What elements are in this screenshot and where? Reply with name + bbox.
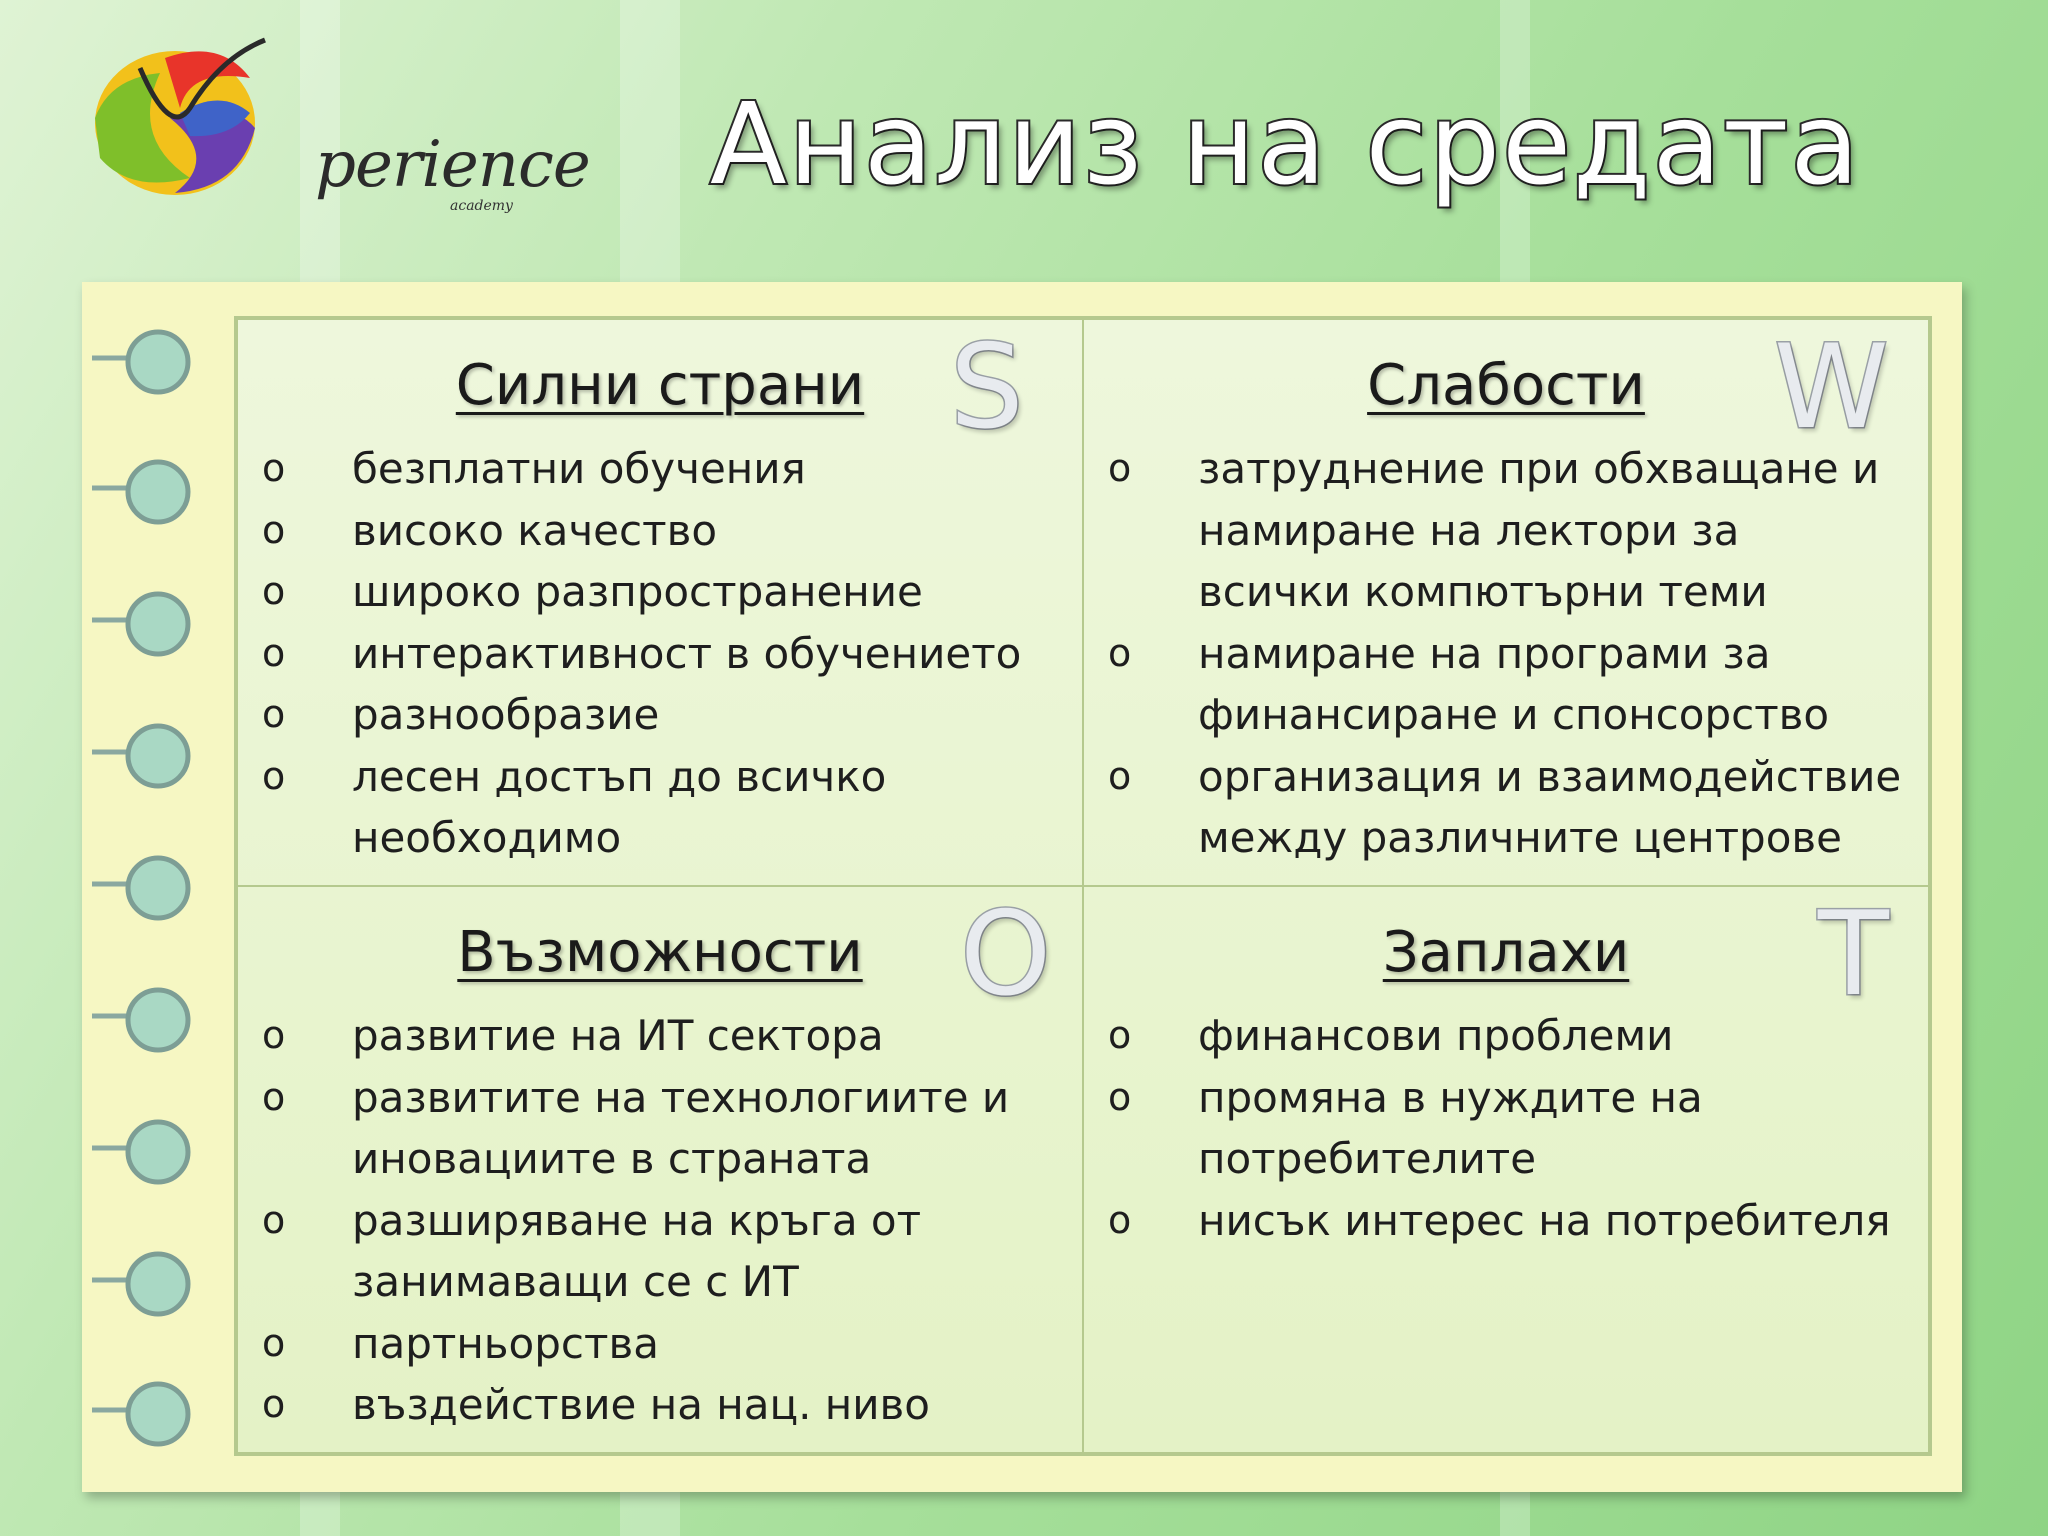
- swot-strengths: [237, 319, 1083, 886]
- swot-heading: Силни страни: [455, 353, 865, 418]
- list-item: o широко разпространение: [262, 561, 1058, 623]
- list-item: o организация и взаимодействие между различните центрове: [1108, 746, 1904, 869]
- list-item: o разнообразие: [262, 684, 1058, 746]
- swot-heading: Заплахи: [1382, 920, 1630, 985]
- swot-letter: O: [960, 887, 1052, 1022]
- list-item: o промяна в нуждите на потребителите: [1108, 1067, 1904, 1190]
- list-item: o финансови проблеми: [1108, 1005, 1904, 1067]
- list-item: o затруднение при обхващане и намиране на лектори за всички компютърни теми: [1108, 438, 1904, 623]
- list-item: o партньорства: [262, 1313, 1058, 1375]
- ring-icon: [88, 1370, 196, 1458]
- ring-icon: [88, 580, 196, 668]
- swot-letter: S: [950, 320, 1024, 455]
- swot-list: [262, 438, 1058, 869]
- ring-icon: [88, 1240, 196, 1328]
- swot-heading: Възможности: [457, 920, 863, 985]
- list-item: o намиране на програми за финансиране и спонсорство: [1108, 623, 1904, 746]
- page-title: Анализ на средата: [710, 80, 1861, 210]
- list-item: o развитите на технологиите и иновациите в страната: [262, 1067, 1058, 1190]
- logo-wordmark: perience: [315, 128, 590, 202]
- list-item: o нисък интерес на потребителя: [1108, 1190, 1904, 1252]
- ring-icon: [88, 318, 196, 406]
- ring-icon: [88, 844, 196, 932]
- logo-subtitle: academy: [450, 198, 513, 214]
- swot-letter: W: [1774, 320, 1889, 455]
- swot-list: [1108, 1005, 1904, 1251]
- ring-icon: [88, 448, 196, 536]
- ring-icon: [88, 712, 196, 800]
- list-item: o интерактивност в обучението: [262, 623, 1058, 685]
- swot-opportunities: [237, 886, 1083, 1453]
- list-item: o въздействие на нац. ниво: [262, 1374, 1058, 1436]
- list-item: o високо качество: [262, 500, 1058, 562]
- swot-weaknesses: [1083, 319, 1929, 886]
- swot-letter: T: [1818, 887, 1889, 1022]
- academy-logo: [70, 18, 590, 218]
- swot-threats: [1083, 886, 1929, 1453]
- swot-list: [1108, 438, 1904, 869]
- swot-table: [234, 316, 1932, 1456]
- list-item: o безплатни обучения: [262, 438, 1058, 500]
- ring-icon: [88, 976, 196, 1064]
- list-item: o разширяване на кръга от занимаващи се с ИТ: [262, 1190, 1058, 1313]
- swot-list: [262, 1005, 1058, 1436]
- list-item: o лесен достъп до всичко необходимо: [262, 746, 1058, 869]
- ring-icon: [88, 1108, 196, 1196]
- swot-heading: Слабости: [1367, 353, 1645, 418]
- list-item: o развитие на ИТ сектора: [262, 1005, 1058, 1067]
